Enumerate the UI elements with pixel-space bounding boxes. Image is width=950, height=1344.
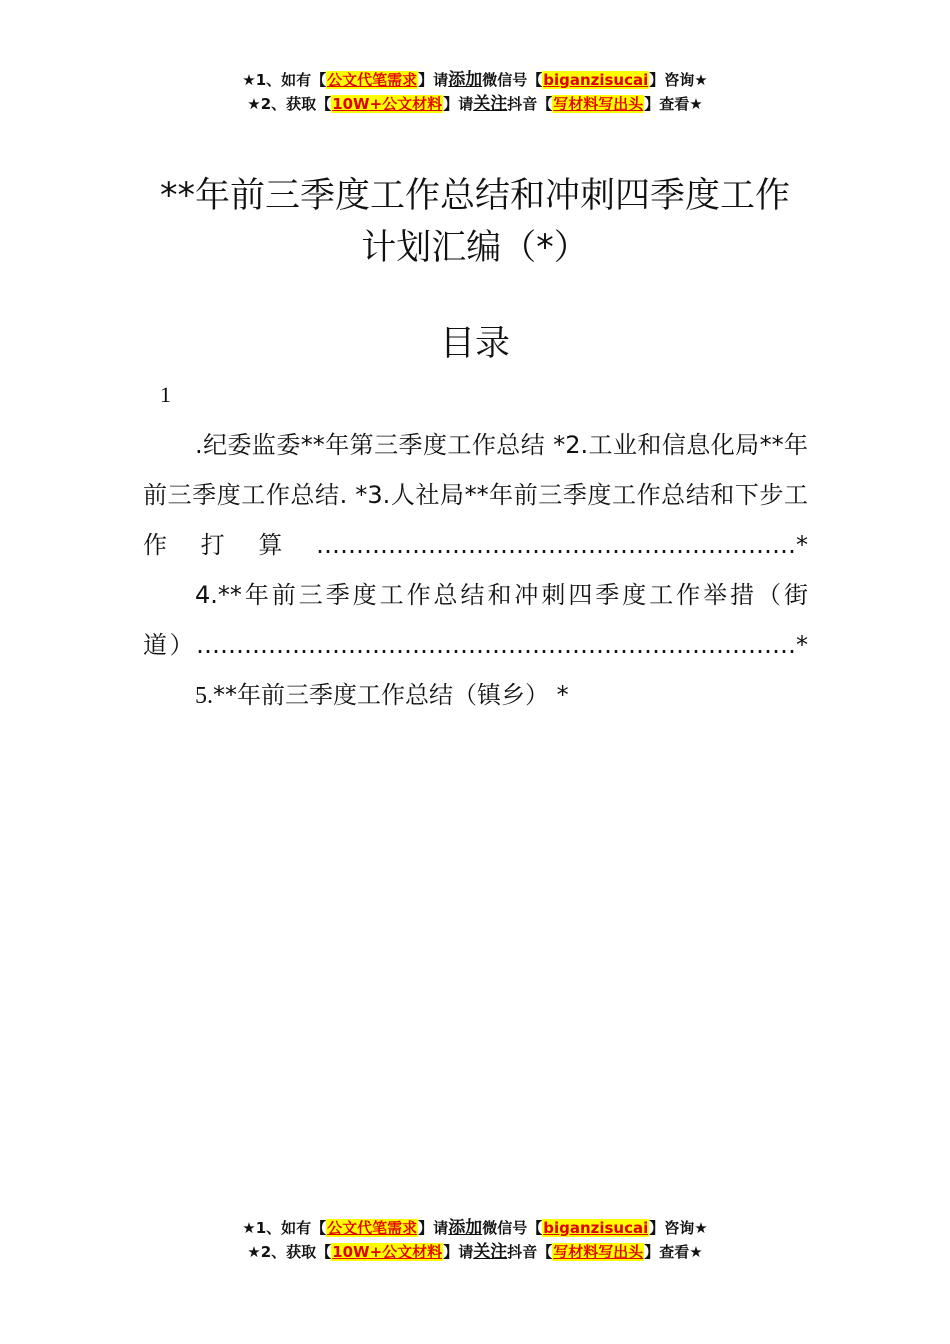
banner-text: 】咨询★: [649, 71, 708, 89]
banner-text: ★1、如有【: [242, 1219, 327, 1237]
page-number: 1: [160, 382, 171, 407]
title-line-2: 计划汇编（*）: [361, 228, 589, 268]
table-of-contents: [143, 420, 808, 721]
bottom-banner: [0, 1216, 950, 1264]
toc-entry[interactable]: .纪委监委**年第三季度工作总结 *2.工业和信息化局**年前三季度工作总结. *3.人社局**年前三季度工作总结和下步工作打算……………………………………………………*: [143, 431, 808, 559]
banner-emphasis: 关注: [473, 94, 508, 114]
banner-text: 】请: [443, 1243, 474, 1261]
toc-heading: 目录: [439, 324, 510, 364]
banner-text: 微信号【: [482, 1219, 543, 1237]
banner-text: 】咨询★: [649, 1219, 708, 1237]
banner-emphasis: 关注: [473, 1242, 508, 1262]
banner-highlight: biganzisucai: [543, 71, 649, 89]
banner-text: 】查看★: [644, 95, 703, 113]
banner-text: ★2、获取【: [247, 95, 332, 113]
toc-entry-text: **年前三季度工作总结（镇乡） *: [213, 681, 569, 709]
banner-line-1: [0, 1216, 950, 1240]
banner-highlight: 公文代笔需求: [327, 71, 418, 89]
banner-text: 微信号【: [482, 71, 543, 89]
banner-text: 】请: [418, 1219, 449, 1237]
banner-highlight: 10W+公文材料: [332, 95, 443, 113]
banner-text: 】请: [443, 95, 474, 113]
banner-text: ★1、如有【: [242, 71, 327, 89]
toc-entry-number: 5.: [195, 683, 213, 709]
banner-text: 抖音【: [507, 95, 553, 113]
banner-highlight: 写材料写出头: [553, 1243, 644, 1261]
banner-highlight: 写材料写出头: [553, 95, 644, 113]
banner-emphasis: 添加: [448, 1218, 483, 1238]
banner-highlight: biganzisucai: [543, 1219, 649, 1237]
banner-text: 】查看★: [644, 1243, 703, 1261]
banner-highlight: 10W+公文材料: [332, 1243, 443, 1261]
banner-line-2: [0, 1240, 950, 1264]
banner-highlight: 公文代笔需求: [327, 1219, 418, 1237]
document-title: [0, 170, 950, 274]
banner-emphasis: 添加: [448, 70, 483, 90]
banner-line-1: [0, 68, 950, 92]
toc-entry[interactable]: 4.**年前三季度工作总结和冲刺四季度工作举措（街道）…………………………………………………………………*: [143, 581, 808, 659]
toc-entry[interactable]: [143, 670, 808, 721]
banner-text: 抖音【: [507, 1243, 553, 1261]
title-line-1: **年前三季度工作总结和冲刺四季度工作: [159, 176, 790, 216]
banner-text: ★2、获取【: [247, 1243, 332, 1261]
banner-text: 】请: [418, 71, 449, 89]
banner-line-2: [0, 92, 950, 116]
top-banner: [0, 68, 950, 116]
